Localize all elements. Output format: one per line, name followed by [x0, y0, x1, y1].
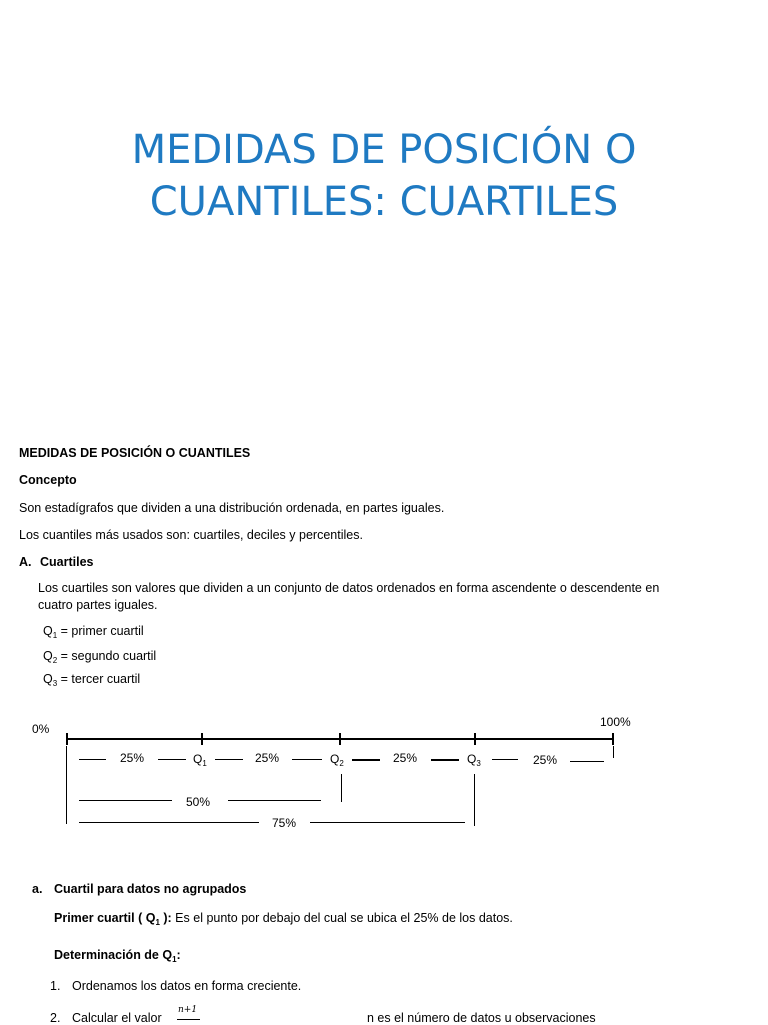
q3-drop-line: [474, 774, 475, 826]
segment-dash: [292, 759, 322, 760]
scale-tick-q2: [339, 733, 341, 745]
concept-text: Son estadígrafos que dividen a una distribución ordenada, en partes iguales.: [19, 501, 445, 515]
fraction-bar: [177, 1019, 200, 1020]
segment-label-1: 25%: [120, 751, 145, 765]
scale-tick-100: [612, 733, 614, 745]
subsection-marker: a.: [32, 882, 43, 896]
step-2-number: 2.: [50, 1011, 61, 1025]
section-heading: MEDIDAS DE POSICIÓN O CUANTILES: [19, 446, 251, 460]
span-75-label: 75%: [272, 816, 297, 830]
span-75-line-left: [79, 822, 259, 823]
step-2-note: n es el número de datos u observaciones: [367, 1011, 596, 1025]
segment-dash: [570, 761, 604, 762]
right-drop-line: [613, 746, 614, 758]
cuartiles-desc-line-1: Los cuartiles son valores que dividen a un conjunto de datos ordenados en forma ascendente o descendente en: [38, 581, 660, 595]
span-50-line-right: [228, 800, 321, 801]
segment-label-2: 25%: [255, 751, 280, 765]
segment-dash: [352, 759, 380, 761]
span-50-line-left: [79, 800, 172, 801]
quartile-label-q3: $Q_3$: [467, 752, 481, 768]
title-line-1: MEDIDAS DE POSICIÓN O: [131, 127, 637, 173]
subsection-heading: Cuartil para datos no agrupados: [54, 882, 247, 896]
diagram-end-label: 100%: [600, 715, 631, 729]
diagram-start-label: 0%: [32, 722, 50, 736]
step-2-text: Calcular el valor: [72, 1011, 162, 1025]
scale-tick-0: [66, 733, 68, 745]
title-line-2: CUANTILES: CUARTILES: [149, 179, 619, 225]
q1-definition: $Q_1$ = primer cuartil: [43, 624, 144, 640]
scale-tick-q3: [474, 733, 476, 745]
segment-dash: [79, 759, 106, 760]
span-75-line-right: [310, 822, 465, 823]
segment-dash: [215, 759, 243, 760]
segment-dash: [492, 759, 518, 760]
span-50-label: 50%: [186, 795, 211, 809]
determination-heading: Determinación de $Q_1$:: [54, 948, 181, 964]
cuartiles-heading: Cuartiles: [40, 555, 94, 569]
segment-dash: [158, 759, 186, 760]
fraction-numerator: n+1: [178, 1005, 198, 1015]
step-1-text: Ordenamos los datos en forma creciente.: [72, 979, 302, 993]
segment-dash: [431, 759, 459, 761]
first-quartile-definition: Primer cuartil ( $Q_1$ ): Es el punto por debajo del cual se ubica el 25% de los datos.: [54, 911, 513, 927]
q2-drop-line: [341, 774, 342, 802]
concept-heading: Concepto: [19, 473, 77, 487]
q2-definition: $Q_2$ = segundo cuartil: [43, 649, 157, 665]
common-quantiles-text: Los cuantiles más usados son: cuartiles, deciles y percentiles.: [19, 528, 363, 542]
cuartiles-desc-line-2: cuatro partes iguales.: [38, 598, 158, 612]
scale-tick-q1: [201, 733, 203, 745]
q3-definition: $Q_3$ = tercer cuartil: [43, 672, 141, 688]
segment-label-4: 25%: [533, 753, 558, 767]
quartile-label-q2: $Q_2$: [330, 752, 344, 768]
quartile-label-q1: $Q_1$: [193, 752, 207, 768]
segment-label-3: 25%: [393, 751, 418, 765]
cuartiles-marker: A.: [19, 555, 32, 569]
left-drop-line: [66, 746, 67, 824]
step-1-number: 1.: [50, 979, 61, 993]
